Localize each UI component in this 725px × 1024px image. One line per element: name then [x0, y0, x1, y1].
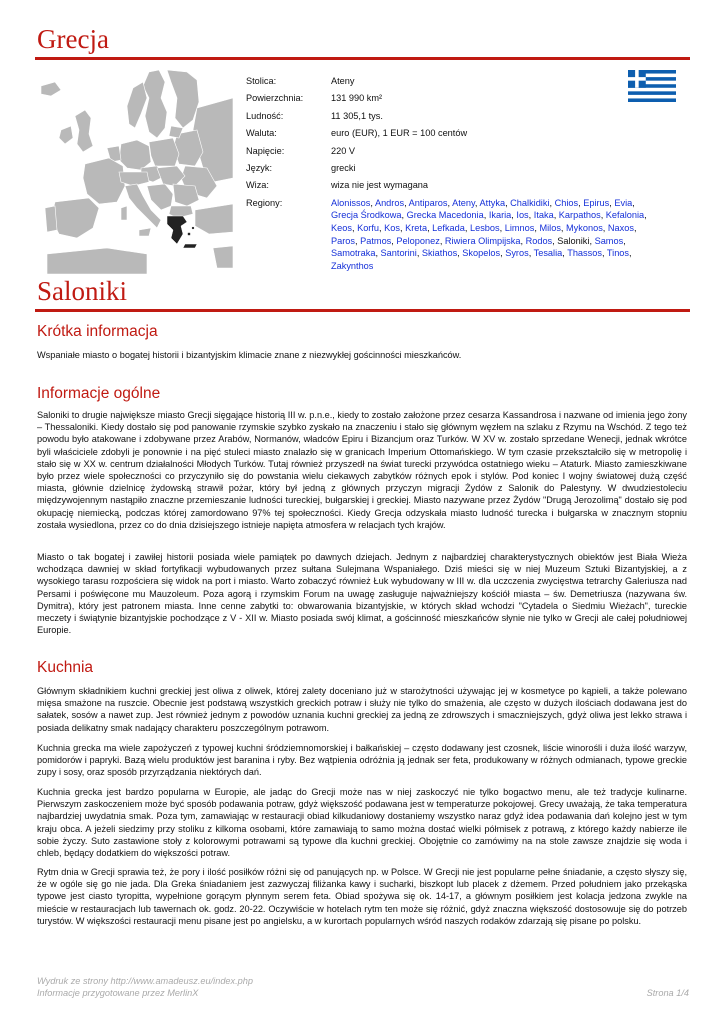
- general-info-paragraph-2: Miasto o tak bogatej i zawiłej historii posiada wiele pamiątek po dawnych dziejach. Jednym z najbardziej charakterystycznych obiektów jest Biała Wieża wchodząca dawniej w skład fortyfikacji wybudowanych przez sułtana Sulejmana Wspaniałego. Dziś mieści się w niej Muzeum Sztuki Bizantyjskiej, a z wysokiego tarasu rozpościera się widok na port i miasto. Warto zobaczyć również Łuk wybudowany w III w. dla uczczenia zwycięstwa tetrarchy Galeriusza nad Persami i poświęcone mu Mauzoleum. Poza agorą i rzymskim Forum na uwagę zasługuje najważniejszy kościół miasta – św. Demetriusza (nazywana św. Dymitra), który jest patronem miasta. Inne cenne zabytki to: obwarowania bizantyjskie, w których skład wchodzi "Cytadela o Siedmiu Wieżach", tureckie meczety i świątynie bizantyjskie pochodzące z V - XII w. Miasto posiada swój klimat, a gościnność mieszkańców słynie nie tylko w Grecji ale całej południowej Europie.: [37, 552, 687, 636]
- region-link[interactable]: Syros: [505, 248, 529, 259]
- info-value: 220 V: [331, 145, 356, 156]
- cuisine-paragraph-3: Kuchnia grecka jest bardzo popularna w Europie, ale jadąc do Grecji może nas w niej zaskoczyć nie tylko bogactwo menu, ale też tradycje kulinarne. Pierwszym zaskoczeniem może być sposób podawania potraw, gdyż większość podawana jest w temperaturze pokojowej. Grecy uważają, że taka temperatura najbardziej uwydatnia smak. Poza tym, zamawiając w restauracji obiad kilkudaniowy dostaniemy wszystko naraz gdyż idea podawania dań kolejno jest w tym kraju obca. A jeżeli siedzimy przy stoliku z kilkoma osobami, które zamawiają to samo można dostać wielki półmisek z potrawą, z którego każdy nabierze ile sobie życzy. Suto zastawione stoły z kolorowymi potrawami są typowe dla kuchni greckiej. Obojętnie co zamówimy na na stole zawsze znajdzie się woda i chleb, będący dodatkiem do większości potraw.: [37, 787, 687, 859]
- region-link[interactable]: Samotraka: [331, 248, 376, 259]
- cuisine-paragraph-2: Kuchnia grecka ma wiele zapożyczeń z typowej kuchni śródziemnomorskiej i bałkańskiej – często dodawany jest czosnek, liście winorośli i duża ilość warzyw, pomidorów i papryki. Bazą wielu produktów jest baranina i ryby. Bez wątpienia odróżnia ją jednak ser feta, produkowany w różnych odmianach, typowe greckie zupy i sosy, oraz sposób przyrządzania niektórych dań.: [37, 743, 687, 778]
- region-link[interactable]: Naxos: [607, 223, 634, 234]
- region-link[interactable]: Evia: [614, 197, 633, 208]
- region-link[interactable]: Chalkidiki: [510, 197, 550, 208]
- region-link[interactable]: Zakynthos: [331, 260, 374, 271]
- region-link[interactable]: Mykonos: [566, 223, 603, 234]
- region-link[interactable]: Ios: [516, 210, 529, 221]
- info-value: grecki: [331, 163, 356, 174]
- section-heading-short-info: Krótka informacja: [37, 323, 158, 340]
- info-row: [246, 73, 661, 90]
- short-info-paragraph: Wspaniałe miasto o bogatej historii i bizantyjskim klimacie znane z niezwykłej gościnności mieszkańców.: [37, 350, 462, 360]
- info-value: euro (EUR), 1 EUR = 100 centów: [331, 128, 468, 139]
- region-link[interactable]: Thassos: [567, 248, 602, 259]
- region-link[interactable]: Skopelos: [462, 248, 501, 259]
- info-row: [246, 108, 661, 125]
- info-label: Wiza:: [246, 180, 269, 191]
- info-label: Napięcie:: [246, 145, 285, 156]
- region-link[interactable]: Santorini: [380, 248, 417, 259]
- info-row: [246, 125, 661, 142]
- region-link[interactable]: Epirus: [583, 197, 610, 208]
- region-link[interactable]: Ikaria: [488, 210, 512, 221]
- general-info-paragraph-1: Saloniki to drugie największe miasto Grecji sięgające historią III w. p.n.e., kiedy to zostało założone przez cesarza Kassandrosa i nazwane od imienia jego żony – Thessaloniki. Kiedy dostało się pod panowanie rzymskie szybko zyskało na znaczeniu i stało się głównym węzłem na szlaku z Rzymu na Wschód. Z tego też powodu było atakowane i zdobywane przez Arabów, Normanów, władców Epiru i Bizancjum oraz Turków. W XV w. zostało sprzedane Wenecji, jednak wkrótce byli właściciele zdobyli je ponownie i na pięć stuleci miasto znalazło się w granicach Imperium Ottomańskiego. W tym czasie przekształciło się w metropolię i stało się w XX w. centrum działalności Młodych Turków. Tutaj również przyszedł na świat turecki przywódca ostatniego wieku – Ataturk. Miasto zamieszkiwane było przez wiele społeczności co przyczyniło się do powstania wielu ciekawych zabytków różnych epok i stylów. Pod koniec I wojny światowej dużą część miasta, głównie dzielnicę żydowską strawił pożar, który był jedną z głównych przyczyn migracji Żydów z Salonik do Palestyny. W dwudziestoleciu międzywojennym nastąpiło znaczne przemieszanie ludności tureckiej, bułgarskiej i greckiej. Miasto nazywane przez Żydów "Drugą Jerozolimą" dostało się pod okupację niemiecką, podczas której zamordowano 97% tej społeczności. Kiedy Grecja odzyskała miasto ludność turecka i bułgarska w znacznym stopniu została wysiedlona, przez co do dnia dzisiejszego istnieje napięta atmosfera w relacjach tych krajów.: [37, 410, 687, 530]
- region-link[interactable]: Patmos: [360, 235, 392, 246]
- country-title: Grecja: [37, 24, 109, 54]
- info-value: wiza nie jest wymagana: [331, 180, 429, 191]
- region-link[interactable]: Lesbos: [469, 223, 500, 234]
- region-link[interactable]: Grecka Macedonia: [406, 210, 484, 221]
- section-heading-general-info: Informacje ogólne: [37, 385, 161, 402]
- cuisine-paragraph-4: Rytm dnia w Grecji sprawia też, że pory i ilość posiłków różni się od panujących np. w Polsce. W Grecji nie jest popularne pełne śniadanie, a często słyszy się, że w ogóle się go nie jada. Dla Greka śniadaniem jest zazwyczaj filiżanka kawy i sucharki, biszkopt lub placek z dżemem. Przed południem jako przekąska typowe jest ciasto tyropitta, wypełnione gorącym płynnym serem feta. Obiad spożywa się ok. 14-17, a głównym posiłkiem jest kolacja jedzona zwykle na mieście w restauracjach lub tawernach ok. godz. 20-22. Oczywiście w hotelach rytm ten może się różnić, gdyż znaczna większość dostosowuje się do potrzeb turystów. W większości restauracji menu pisane jest po angielsku, a w kurortach popularnych wśród naszych rodaków zdarzają się pisane po polsku.: [37, 867, 687, 926]
- region-link[interactable]: Attyka: [479, 197, 506, 208]
- europe-map-image: [37, 68, 233, 274]
- region-link[interactable]: Kefalonia: [605, 210, 645, 221]
- region-link[interactable]: Alonissos: [331, 197, 371, 208]
- footer-prepared-by: Informacje przygotowane przez MerlinX: [37, 988, 199, 998]
- region-link[interactable]: Tesalia: [533, 248, 563, 259]
- region-link[interactable]: Skiathos: [421, 248, 458, 259]
- region-link[interactable]: Grecja Środkowa: [331, 210, 402, 221]
- info-label: Stolica:: [246, 76, 277, 86]
- region-link[interactable]: Kos: [384, 223, 400, 234]
- region-link[interactable]: Kreta: [405, 223, 428, 234]
- info-row: [246, 160, 661, 177]
- city-title-rule: [35, 309, 690, 312]
- info-value: 131 990 km²: [331, 93, 383, 104]
- info-label: Waluta:: [246, 128, 277, 139]
- info-label: Język:: [246, 163, 273, 174]
- info-row: [246, 177, 661, 194]
- country-info-table: [246, 73, 661, 272]
- region-link[interactable]: Itaka: [533, 210, 554, 221]
- title-rule: [35, 57, 690, 60]
- region-link[interactable]: Paros: [331, 235, 356, 246]
- info-value: Ateny: [331, 76, 355, 86]
- region-link[interactable]: Tinos: [606, 248, 630, 259]
- region-link: Saloniki: [557, 235, 590, 246]
- region-link[interactable]: Antiparos: [408, 197, 448, 208]
- page-footer: [37, 975, 689, 999]
- info-label: Powierzchnia:: [246, 93, 304, 104]
- region-link[interactable]: Samos: [594, 235, 624, 246]
- greece-flag-image: [628, 70, 676, 102]
- info-label: Ludność:: [246, 110, 284, 121]
- region-link[interactable]: Chios: [554, 197, 579, 208]
- footer-page-number: Strona 1/4: [646, 988, 689, 998]
- info-row: [246, 90, 661, 107]
- regions-row: [246, 195, 661, 273]
- cuisine-paragraph-1: Głównym składnikiem kuchni greckiej jest oliwa z oliwek, której zalety doceniano już w starożytności używając jej w kosmetyce po kąpieli, a także polewano mięsa smażone na ruszcie. Obecnie jest podstawą wszystkich greckich potraw i służy nie tylko do smażenia, ale często w dużych ilościach dodawana jest do sałatek, sosów a nawet zup. Jest również jednym z powodów uznania kuchni greckiej za jedną ze zdrowszych i smaczniejszych, gdyż oliwa jest lekko strawa i posiada delikatny smak nadający charakteru poszczególnym potrawom.: [37, 686, 687, 733]
- region-link[interactable]: Lefkada: [432, 223, 465, 234]
- region-link[interactable]: Andros: [374, 197, 405, 208]
- region-link[interactable]: Milos: [539, 223, 561, 234]
- footer-print-source: Wydruk ze strony http://www.amadeusz.eu/index.php: [37, 976, 254, 986]
- region-link[interactable]: Peloponez: [396, 235, 440, 246]
- info-row: [246, 143, 661, 160]
- city-title: Saloniki: [37, 276, 128, 306]
- info-value: 11 305,1 tys.: [331, 110, 383, 121]
- region-link[interactable]: Keos: [331, 223, 352, 234]
- region-link[interactable]: Karpathos: [558, 210, 601, 221]
- region-link[interactable]: Riwiera Olimpijska: [444, 235, 521, 246]
- region-link[interactable]: Korfu: [357, 223, 380, 234]
- regions-list: Alonissos, Andros, Antiparos, Ateny, Attyka, Chalkidiki, Chios, Epirus, Evia, Grecja Środkowa, Grecka Macedonia, Ikaria, Ios, Itaka, Karpathos, Kefalonia, Keos, Korfu, Kos, Kreta, Lefkada, Lesbos, Limnos, Milos, Mykonos, Naxos, Paros, Patmos, Peloponez, Riwiera Olimpijska, Rodos, Saloniki, Samos, Samotraka, Santorini, Skiathos, Skopelos, Syros, Tesalia, Thassos, Tinos, Zakynthos: [331, 197, 647, 271]
- section-heading-cuisine: Kuchnia: [37, 659, 94, 676]
- greece-highlight: [167, 216, 197, 248]
- region-link[interactable]: Rodos: [525, 235, 553, 246]
- region-link[interactable]: Ateny: [452, 197, 475, 208]
- regions-label: Regiony:: [246, 197, 283, 208]
- region-link[interactable]: Limnos: [504, 223, 535, 234]
